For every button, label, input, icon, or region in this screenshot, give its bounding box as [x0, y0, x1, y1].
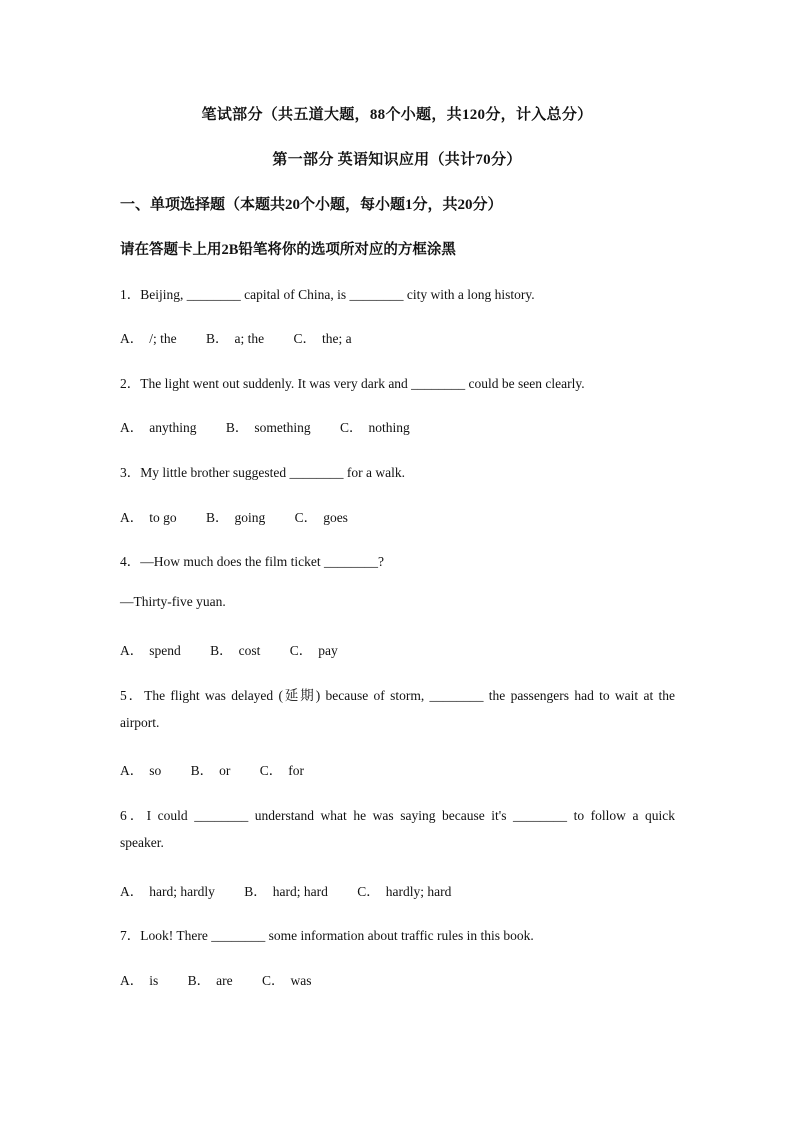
- part-title: 第一部分 英语知识应用（共计70分）: [272, 152, 522, 168]
- option-b: B． a; the: [206, 331, 265, 346]
- option-b: B． are: [187, 973, 233, 988]
- option-c: C． the; a: [293, 331, 352, 346]
- option-a: A． hard; hardly: [120, 884, 215, 899]
- option-b: B． going: [206, 510, 266, 525]
- question-6-stem-cont: speaker.: [120, 835, 164, 850]
- option-c: C． goes: [294, 510, 348, 525]
- question-3-options: [120, 506, 374, 526]
- option-a: A． to go: [120, 510, 177, 525]
- question-2-stem: 2．The light went out suddenly. It was very dark and ________ could be seen clearly.: [120, 376, 585, 391]
- question-5-stem-cont: airport.: [120, 715, 160, 730]
- option-c: C． was: [262, 973, 312, 988]
- question-7-options: [120, 969, 338, 989]
- question-4-stem: 4．—How much does the film ticket ________?: [120, 554, 384, 569]
- option-a: A． spend: [120, 643, 181, 658]
- question-5-stem: 5．The flight was delayed (延期) because of storm, ________ the passengers had to wait at the: [120, 688, 675, 703]
- question-6-stem: 6．I could ________ understand what he was saying because it's ________ to follow a quick: [120, 808, 675, 823]
- question-2-options: [120, 416, 436, 436]
- option-b: B． something: [225, 420, 311, 435]
- question-1-options: [120, 327, 378, 347]
- option-b: B． or: [190, 763, 231, 778]
- section-heading: 一、单项选择题（本题共20个小题，每小题1分，共20分）: [120, 197, 503, 213]
- option-a: A． anything: [120, 420, 197, 435]
- question-3-stem: 3．My little brother suggested ________ for a walk.: [120, 465, 405, 480]
- option-a: A． so: [120, 763, 162, 778]
- option-c: C． for: [259, 763, 305, 778]
- option-a: A． /; the: [120, 331, 177, 346]
- question-7-stem: 7．Look! There ________ some information about traffic rules in this book.: [120, 928, 534, 943]
- option-c: C． hardly; hard: [357, 884, 452, 899]
- question-5-options: [120, 759, 330, 779]
- question-4-options: [120, 639, 364, 659]
- question-1-stem: 1．Beijing, ________ capital of China, is ________ city with a long history.: [120, 287, 535, 302]
- question-4-reply: —Thirty-five yuan.: [120, 594, 226, 609]
- section-instruction: 请在答题卡上用2B铅笔将你的选项所对应的方框涂黑: [120, 242, 456, 258]
- option-b: B． cost: [210, 643, 261, 658]
- page-title: 笔试部分（共五道大题，88个小题，共120分，计入总分）: [201, 107, 593, 123]
- option-c: C． pay: [289, 643, 338, 658]
- option-a: A． is: [120, 973, 159, 988]
- question-6-options: [120, 880, 477, 900]
- option-c: C． nothing: [340, 420, 410, 435]
- option-b: B． hard; hard: [244, 884, 328, 899]
